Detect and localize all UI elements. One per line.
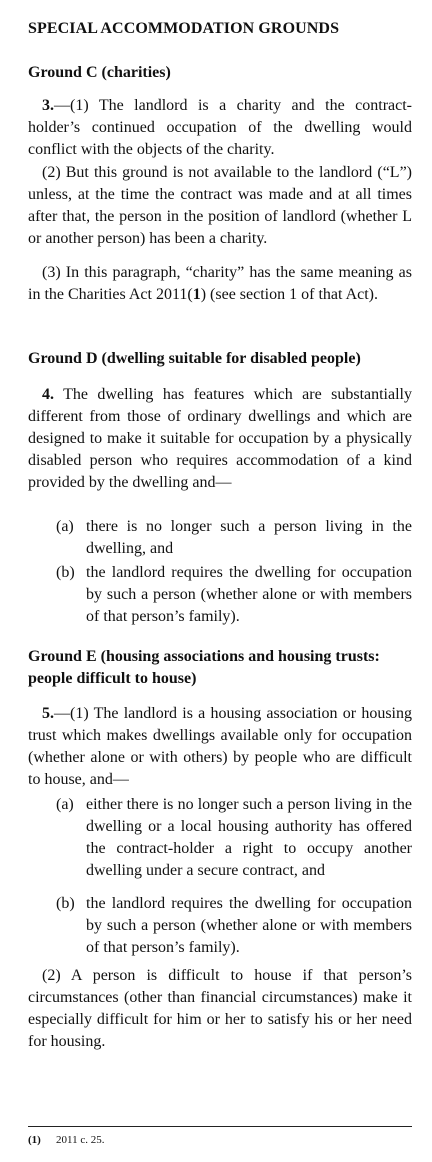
paragraph-text: The dwelling has features which are substantially different from those of ordinary dwellings and which are designed to make it suitable for occupation by a physically disabled person who requires accommodation of a kind provided by the dwelling and— xyxy=(28,386,412,491)
footnote-label: (1) xyxy=(28,1134,41,1146)
list-item-label: (b) xyxy=(56,564,75,581)
ground-e-heading: Ground E (housing associations and housing trusts: people difficult to house) xyxy=(28,648,380,687)
list-item-text: either there is no longer such a person living in the dwelling or a local housing authority has offered the contract-holder a right to occupy another dwelling under a secure contract, and xyxy=(86,796,412,879)
list-item-text: there is no longer such a person living in the dwelling, and xyxy=(86,518,412,557)
ground-d-heading: Ground D (dwelling suitable for disabled people) xyxy=(28,350,361,367)
paragraph-number: 3. xyxy=(42,97,54,114)
paragraph-text: (3) In this paragraph, “charity” has the same meaning as in the Charities Act 2011( xyxy=(28,264,412,303)
paragraph-text: ) (see section 1 of that Act). xyxy=(200,286,378,303)
paragraph-5-1 xyxy=(28,703,412,791)
paragraph-4 xyxy=(28,384,412,494)
paragraph-text: —(1) The landlord is a housing association or housing trust which makes dwellings available only for occupation (whether alone or with others) by people who are difficult to house, and— xyxy=(28,705,412,788)
paragraph-3-3 xyxy=(28,262,412,306)
paragraph-5-2: (2) A person is difficult to house if that person’s circumstances (other than financial circumstances) make it especially difficult for him or her to satisfy his or her need for housing. xyxy=(28,967,412,1050)
ground-c-heading: Ground C (charities) xyxy=(28,64,171,81)
footnote-divider xyxy=(28,1126,412,1127)
footnote-reference[interactable]: 1 xyxy=(192,286,201,303)
list-item-label: (a) xyxy=(56,518,74,535)
paragraph-3-1 xyxy=(28,95,412,161)
paragraph-number: 4. xyxy=(42,386,54,403)
footnote-text: 2011 c. 25. xyxy=(56,1134,105,1146)
list-item-text: the landlord requires the dwelling for occupation by such a person (whether alone or with members of that person’s family). xyxy=(86,895,412,956)
footnote xyxy=(28,1134,105,1146)
list-item-label: (b) xyxy=(56,895,75,912)
list-item-label: (a) xyxy=(56,796,74,813)
list-item-text: the landlord requires the dwelling for occupation by such a person (whether alone or with members of that person’s family). xyxy=(86,564,412,625)
page-title: SPECIAL ACCOMMODATION GROUNDS xyxy=(28,20,340,37)
paragraph-3-2: (2) But this ground is not available to the landlord (“L”) unless, at the time the contract was made and at all times after that, the person in the position of landlord (whether L or another person) has been a charity. xyxy=(28,164,412,247)
paragraph-number: 5. xyxy=(42,705,54,722)
paragraph-text: —(1) The landlord is a charity and the contract-holder’s continued occupation of the dwelling would conflict with the objects of the charity. xyxy=(28,97,412,158)
